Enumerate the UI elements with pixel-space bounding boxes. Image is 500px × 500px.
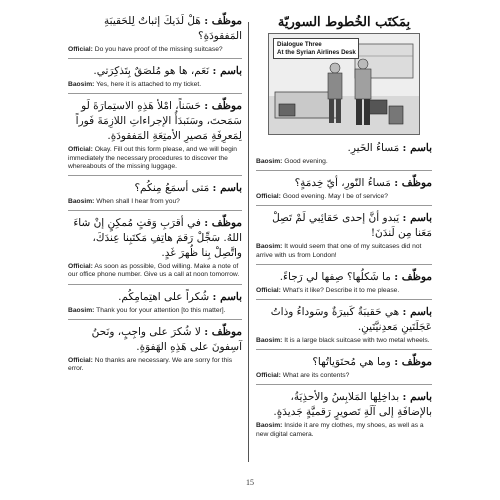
arabic-line	[256, 270, 432, 285]
english-text: Yes, here it is attached to my ticket.	[96, 81, 202, 89]
speaker-arabic: موظّف :	[394, 356, 432, 369]
caption-line: At the Syrian Airlines Desk	[277, 48, 356, 56]
speaker-arabic: موظّف :	[204, 15, 242, 27]
speaker-english: Baosim:	[256, 158, 283, 165]
arabic-text: هي حَقيبَةٌ كَبيرَةٌ وسَوداءُ وذاتُ عَجَلَتَينِ مَعدِنيَّتَينِ.	[270, 306, 432, 334]
arabic-line	[256, 211, 432, 241]
speaker-arabic: باسم :	[402, 142, 432, 154]
english-line	[68, 81, 242, 89]
arabic-text: شُكراً على اهتِمامِكُم.	[118, 290, 210, 303]
dialogue-turn	[68, 99, 242, 171]
dialogue-turn	[256, 270, 432, 295]
english-text: What are its contents?	[282, 372, 350, 380]
turn-divider	[256, 170, 432, 171]
dialogue-turn	[68, 325, 242, 373]
speaker-english: Official:	[68, 146, 93, 154]
speaker-arabic: موظّف :	[204, 217, 242, 230]
speaker-arabic: باسم :	[212, 65, 242, 78]
speaker-arabic: موظّف :	[394, 270, 432, 283]
arabic-line	[256, 355, 432, 370]
caption-line: Dialogue Three	[277, 41, 322, 48]
arabic-text: ما شَكلُها؟ صِفها لي رَجاءً.	[279, 270, 391, 283]
arabic-text: يَبدو أنَّ إحدى حَقائِبي لَمْ تَصِلْ مَعَنا مِن لَندَنَ!	[272, 212, 432, 240]
speaker-english: Official:	[68, 263, 93, 271]
english-text: Good evening.	[284, 158, 328, 165]
right-column	[256, 14, 432, 443]
speaker-english: Official:	[256, 372, 281, 380]
english-line	[256, 158, 432, 166]
arabic-line	[68, 99, 242, 144]
arabic-text: مَساءُ الخَيرِ.	[347, 142, 400, 154]
arabic-line	[68, 216, 242, 261]
speaker-english: Baosim:	[256, 337, 283, 345]
dialogue-turn	[68, 290, 242, 315]
english-text: It is a large black suitcase with two metal wheels.	[284, 337, 430, 345]
dialogue-turn	[256, 176, 432, 201]
page-number: 15	[246, 478, 254, 487]
english-text: Do you have proof of the missing suitcase?	[94, 46, 223, 53]
speaker-english: Baosim:	[68, 306, 95, 314]
arabic-text: في أقرَبِ وَقتٍ مُمكِنٍ إنْ شاءَ اللهُ. سَجِّلْ رَقمَ هاتِفِ مَكتَبِنا عِندَكَ، واتَّصِلْ بِنا ظُهرَ غَدٍ.	[73, 217, 242, 260]
speaker-arabic: باسم :	[212, 290, 242, 303]
dialogue-turn	[256, 211, 432, 259]
english-line	[68, 307, 242, 315]
english-line	[68, 357, 242, 373]
turn-divider	[256, 349, 432, 350]
english-line	[256, 243, 432, 259]
arabic-line	[68, 290, 242, 305]
english-line	[68, 198, 242, 206]
speaker-english: Baosim:	[256, 422, 283, 430]
arabic-text: هَلْ لَدَيكَ إثباتٌ لِلحَقيبَةِ المَفقودَةِ؟	[104, 15, 242, 42]
speaker-english: Official:	[256, 193, 281, 201]
speaker-arabic: موظّف :	[394, 177, 432, 190]
speaker-arabic: باسم :	[212, 182, 242, 195]
speaker-english: Baosim:	[68, 198, 95, 206]
turn-divider	[68, 93, 242, 94]
column-divider	[248, 22, 249, 462]
english-text: It would seem that one of my suitcases did not arrive with us from London!	[256, 243, 422, 259]
english-text: When shall I hear from you?	[96, 198, 180, 206]
turn-divider	[68, 58, 242, 59]
speaker-arabic: باسم :	[402, 306, 432, 319]
arabic-line	[256, 176, 432, 191]
speaker-arabic: باسم :	[402, 212, 432, 225]
arabic-text: بداخِلِها المَلابِسُ والأحذِيَةُ، بالإضافَةِ إلى آلَةِ تَصويرٍ رَقميَّةٍ جَديدَةٍ.	[273, 391, 432, 419]
dialogue-turn	[68, 64, 242, 89]
dialogue-turn	[256, 141, 432, 166]
arabic-line	[68, 14, 242, 44]
dialogue-title: بِمَكتَب الخُطوط السوريّة	[277, 15, 411, 30]
turn-divider	[256, 264, 432, 265]
turn-divider	[68, 319, 242, 320]
english-line	[256, 422, 432, 438]
arabic-line	[256, 390, 432, 420]
speaker-english: Baosim:	[256, 243, 283, 251]
speaker-arabic: موظّف :	[204, 325, 242, 338]
arabic-line	[256, 141, 432, 156]
arabic-line	[68, 325, 242, 355]
arabic-text: وما هي مُحتَوَياتُها؟	[312, 356, 391, 369]
speaker-english: Official:	[256, 286, 281, 294]
turn-divider	[68, 284, 242, 285]
speaker-arabic: باسم :	[402, 391, 432, 404]
english-line	[68, 146, 242, 171]
arabic-line	[68, 181, 242, 196]
dialogue-turn	[256, 390, 432, 438]
english-text: As soon as possible, God willing. Make a note of our office phone number. Give us a call at noon tomorrow.	[68, 263, 240, 279]
dialogue-turn	[68, 14, 242, 54]
english-line	[256, 372, 432, 380]
english-line	[68, 46, 242, 54]
english-text: Inside it are my clothes, my shoes, as well as a new digital camera.	[256, 422, 424, 438]
speaker-english: Official:	[68, 46, 93, 53]
dialogue-caption	[273, 38, 359, 59]
arabic-line	[68, 64, 242, 79]
english-line	[68, 263, 242, 279]
arabic-text: حَسَناً، امْلأ هَذِهِ الاستِمارَةَ لَو سَمَحتَ، وسَنَبدَأُ الإجراءاتِ اللازِمَةَ فَوراً لِمَعرِفَةِ مَصيرِ الأمتِعَةِ المَفقودَةِ.	[75, 100, 242, 143]
english-line	[256, 337, 432, 345]
airport-illustration	[268, 33, 420, 135]
arabic-text: لا شُكرَ على واجِبٍ، ونَحنُ آسِفونَ على هَذِهِ الهَفوَةِ.	[91, 325, 242, 353]
arabic-text: نَعَم، ها هو مُلصَقٌ بِتَذكِرَتي.	[93, 65, 210, 78]
turn-divider	[256, 299, 432, 300]
speaker-english: Baosim:	[68, 81, 95, 89]
dialogue-turn	[256, 355, 432, 380]
arabic-line	[256, 305, 432, 335]
dialogue-turn	[256, 305, 432, 345]
turn-divider	[256, 384, 432, 385]
turn-divider	[68, 175, 242, 176]
english-line	[256, 287, 432, 295]
left-column	[68, 14, 242, 377]
turn-divider	[68, 210, 242, 211]
english-text: What's it like? Describe it to me please.	[282, 286, 400, 294]
turn-divider	[256, 205, 432, 206]
arabic-text: مَتى أسمَعُ مِنكُم؟	[134, 182, 210, 195]
english-text: Thank you for your attention [to this matter].	[96, 306, 226, 314]
speaker-arabic: موظّف :	[204, 100, 242, 113]
arabic-text: مَساءُ النّورِ، أيّ خِدمَةٍ؟	[294, 177, 391, 190]
speaker-english: Official:	[68, 356, 93, 364]
english-line	[256, 193, 432, 201]
english-text: No thanks are necessary. We are sorry for this error.	[68, 356, 233, 373]
english-text: Good evening. May I be of service?	[282, 193, 388, 201]
english-text: Okay. Fill out this form please, and we will begin immediately the necessary procedures to discover the whereabouts of the missing luggage.	[68, 146, 237, 170]
dialogue-turn	[68, 181, 242, 206]
dialogue-turn	[68, 216, 242, 279]
